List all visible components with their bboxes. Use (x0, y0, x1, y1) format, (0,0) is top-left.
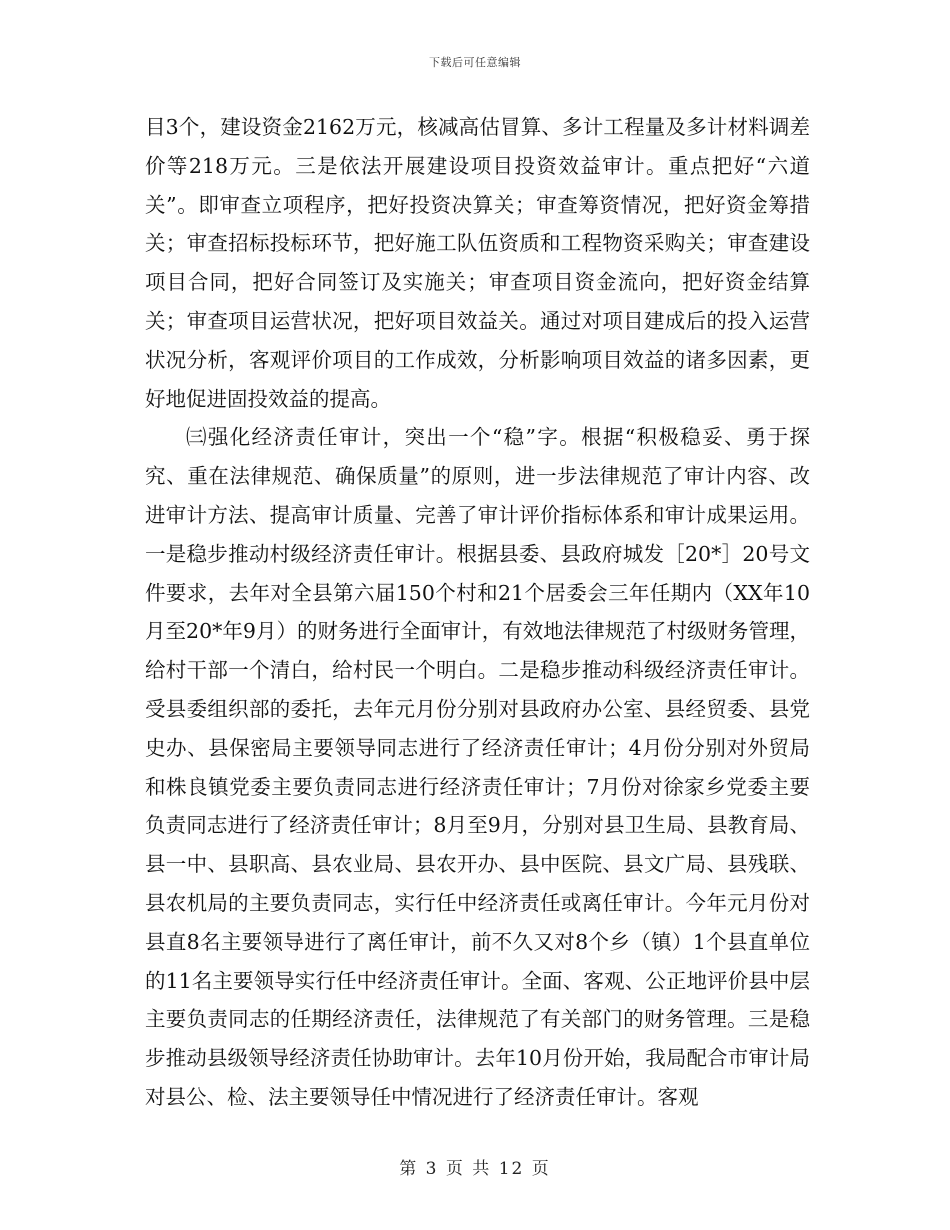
page-header: 下载后可任意编辑 (429, 56, 521, 69)
paragraph-1: 目3个，建设资金2162万元，核减高估冒算、多计工程量及多计材料调差价等218万元。三是依法开展建设项目投资效益审计。重点把好“六道关”。即审查立项程序，把好投资决算关；审查筹资情况，把好资金筹措关；审查招标投标环节，把好施工队伍资质和工程物资采购关；审查建设项目合同，把好合同签订及实施关；审查项目资金流向，把好资金结算关；审查项目运营状况，把好项目效益关。通过对项目建成后的投入运营状况分析，客观评价项目的工作成效，分析影响项目效益的诸多因素，更好地促进固投效益的提高。 (145, 115, 810, 411)
paragraph-2: ㈢强化经济责任审计，突出一个“稳”字。根据“积极稳妥、勇于探究、重在法律规范、确保质量”的原则，进一步法律规范了审计内容、改进审计方法、提高审计质量、完善了审计评价指标体系和审计成果运用。一是稳步推动村级经济责任审计。根据县委、县政府城发［20*］20号文件要求，去年对全县第六届150个村和21个居委会三年任期内（XX年10月至20*年9月）的财务进行全面审计，有效地法律规范了村级财务管理，给村干部一个清白，给村民一个明白。二是稳步推动科级经济责任审计。受县委组织部的委托，去年元月份分别对县政府办公室、县经贸委、县党史办、县保密局主要领导同志进行了经济责任审计；4月份分别对外贸局和株良镇党委主要负责同志进行经济责任审计；7月份对徐家乡党委主要负责同志进行了经济责任审计；8月至9月，分别对县卫生局、县教育局、县一中、县职高、县农业局、县农开办、县中医院、县文广局、县残联、县农机局的主要负责同志，实行任中经济责任或离任审计。今年元月份对县直8名主要领导进行了离任审计，前不久又对8个乡（镇）1个县直单位的11名主要领导实行任中经济责任审计。全面、客观、公正地评价县中层主要负责同志的任期经济责任，法律规范了有关部门的财务管理。三是稳步推动县级领导经济责任协助审计。去年10月份开始，我局配合市审计局对县公、检、法主要领导任中情况进行了经济责任审计。客观 (145, 425, 810, 1109)
body-text (145, 108, 810, 1117)
page-footer: 第 3 页 共 12 页 (399, 1159, 551, 1179)
